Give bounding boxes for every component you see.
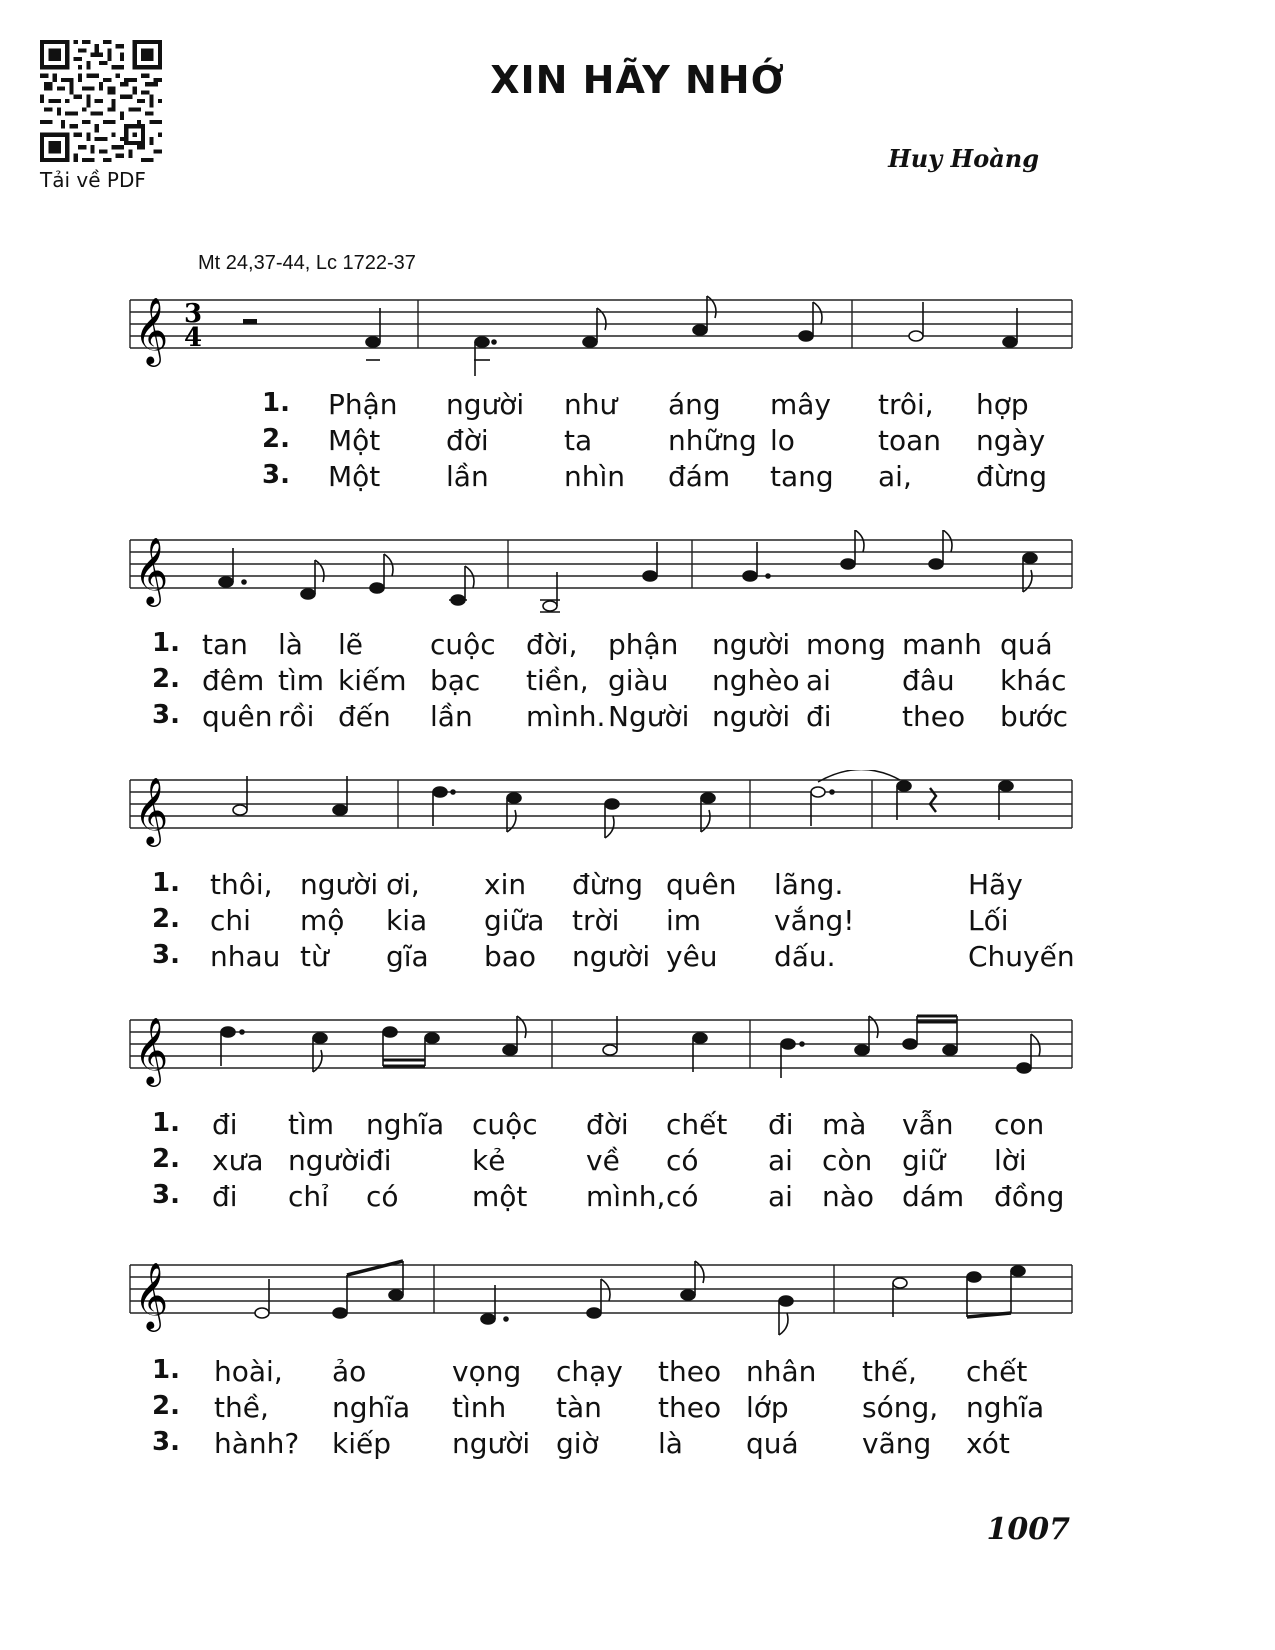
- lyric-syllable: xót: [966, 1427, 1010, 1460]
- lyric-syllable: manh: [902, 628, 982, 661]
- lyric-syllable: tang: [770, 460, 834, 493]
- lyric-syllable: cuộc: [430, 628, 496, 661]
- scripture-reference: Mt 24,37-44, Lc 1722-37: [198, 252, 416, 274]
- lyric-syllable: mình,: [586, 1180, 666, 1213]
- lyric-syllable: lần: [430, 700, 473, 733]
- verse-number: 1.: [152, 1108, 180, 1138]
- lyric-syllable: đi: [806, 700, 832, 733]
- lyric-line-verse-3: [0, 460, 1275, 496]
- lyric-syllable: trôi,: [878, 388, 934, 421]
- lyric-syllable: ngày: [976, 424, 1046, 457]
- verse-number: 3.: [152, 940, 180, 970]
- lyric-syllable: giờ: [556, 1427, 599, 1460]
- lyric-syllable: đi: [768, 1108, 794, 1141]
- music-system-5: [0, 1255, 1275, 1475]
- staff-2: [0, 530, 1275, 630]
- lyric-syllable: là: [658, 1427, 683, 1460]
- staff-4: [0, 1010, 1275, 1110]
- verse-number: 2.: [152, 1144, 180, 1174]
- lyric-syllable: vọng: [452, 1355, 522, 1388]
- lyric-syllable: hoài,: [214, 1355, 283, 1388]
- lyric-syllable: người: [572, 940, 651, 973]
- page-number: 1007: [986, 1512, 1070, 1547]
- lyric-syllable: bạc: [430, 664, 481, 697]
- lyric-syllable: Lối: [968, 904, 1009, 937]
- lyric-syllable: còn: [822, 1144, 873, 1177]
- lyric-syllable: thề,: [214, 1391, 269, 1424]
- lyric-syllable: lẽ: [338, 628, 364, 661]
- lyric-line-verse-3: [0, 1180, 1275, 1216]
- lyric-syllable: chết: [966, 1355, 1028, 1388]
- lyric-syllable: mộ: [300, 904, 345, 937]
- lyric-syllable: thôi,: [210, 868, 273, 901]
- lyric-syllable: ai,: [878, 460, 912, 493]
- lyric-syllable: phận: [608, 628, 679, 661]
- lyric-syllable: có: [666, 1144, 699, 1177]
- lyric-line-verse-1: [0, 388, 1275, 424]
- lyric-syllable: con: [994, 1108, 1045, 1141]
- lyric-syllable: đừng: [572, 868, 644, 901]
- lyric-syllable: lãng.: [774, 868, 844, 901]
- lyric-syllable: có: [366, 1180, 399, 1213]
- lyric-syllable: tàn: [556, 1391, 602, 1424]
- lyric-line-verse-2: [0, 1144, 1275, 1180]
- lyric-syllable: đồng: [994, 1180, 1065, 1213]
- lyric-line-verse-1: [0, 1355, 1275, 1391]
- lyric-syllable: Người: [608, 700, 690, 733]
- lyric-syllable: theo: [902, 700, 966, 733]
- lyric-syllable: ơi,: [386, 868, 420, 901]
- lyric-syllable: cuộc: [472, 1108, 538, 1141]
- lyric-syllable: lần: [446, 460, 489, 493]
- lyric-syllable: người: [446, 388, 525, 421]
- lyric-line-verse-3: [0, 1427, 1275, 1463]
- lyric-syllable: nghĩa: [966, 1391, 1045, 1424]
- song-title: XIN HÃY NHỚ: [490, 58, 785, 102]
- lyric-syllable: người: [288, 1144, 367, 1177]
- lyrics-system-1: [0, 388, 1275, 508]
- lyric-syllable: kẻ: [472, 1144, 506, 1177]
- lyric-syllable: đời: [446, 424, 489, 457]
- lyric-syllable: người: [712, 700, 791, 733]
- lyric-syllable: vãng: [862, 1427, 932, 1460]
- lyric-syllable: tan: [202, 628, 248, 661]
- treble-clef: 𝄞: [134, 776, 169, 844]
- half-rest: [243, 319, 257, 324]
- lyric-syllable: nghèo: [712, 664, 800, 697]
- lyric-syllable: đời: [586, 1108, 629, 1141]
- lyrics-system-2: [0, 628, 1275, 748]
- music-system-1: [0, 290, 1275, 510]
- lyric-syllable: gĩa: [386, 940, 429, 973]
- lyric-syllable: về: [586, 1144, 620, 1177]
- lyric-syllable: tìm: [278, 664, 325, 697]
- staff-1: [0, 290, 1275, 390]
- lyric-syllable: quên: [666, 868, 737, 901]
- lyric-syllable: quá: [1000, 628, 1053, 661]
- lyric-syllable: chỉ: [288, 1180, 329, 1213]
- lyric-syllable: ai: [768, 1144, 793, 1177]
- time-signature-bottom: 4: [184, 323, 203, 353]
- lyric-syllable: nhau: [210, 940, 281, 973]
- treble-clef: 𝄞: [134, 536, 169, 604]
- lyric-syllable: theo: [658, 1391, 722, 1424]
- lyric-syllable: yêu: [666, 940, 718, 973]
- lyric-syllable: toan: [878, 424, 942, 457]
- lyric-syllable: đến: [338, 700, 391, 733]
- lyric-syllable: kiếp: [332, 1427, 391, 1460]
- lyric-syllable: nào: [822, 1180, 875, 1213]
- verse-number: 3.: [152, 1180, 180, 1210]
- lyric-syllable: có: [666, 1180, 699, 1213]
- lyric-syllable: người: [300, 868, 379, 901]
- lyric-syllable: mong: [806, 628, 886, 661]
- lyric-line-verse-1: [0, 628, 1275, 664]
- lyrics-system-3: [0, 868, 1275, 988]
- treble-clef: 𝄞: [134, 296, 169, 364]
- lyric-syllable: hành?: [214, 1427, 300, 1460]
- lyric-syllable: đâu: [902, 664, 955, 697]
- lyric-line-verse-1: [0, 868, 1275, 904]
- time-signature-top: 3: [184, 299, 203, 329]
- music-system-2: [0, 530, 1275, 750]
- lyric-syllable: áng: [668, 388, 721, 421]
- lyric-syllable: đi: [212, 1180, 238, 1213]
- staff-3: [0, 770, 1275, 870]
- lyric-syllable: Chuyến: [968, 940, 1075, 973]
- lyric-syllable: lời: [994, 1144, 1027, 1177]
- lyric-syllable: kia: [386, 904, 428, 937]
- lyric-syllable: xin: [484, 868, 527, 901]
- verse-number: 2.: [152, 904, 180, 934]
- verse-number: 1.: [152, 868, 180, 898]
- lyric-syllable: giữa: [484, 904, 545, 937]
- music-system-3: [0, 770, 1275, 990]
- lyric-line-verse-1: [0, 1108, 1275, 1144]
- lyric-syllable: lớp: [746, 1391, 789, 1424]
- lyric-syllable: đừng: [976, 460, 1048, 493]
- lyric-syllable: mà: [822, 1108, 867, 1141]
- lyric-syllable: như: [564, 388, 618, 421]
- lyric-syllable: mình.: [526, 700, 606, 733]
- lyric-syllable: chi: [210, 904, 251, 937]
- lyric-syllable: thế,: [862, 1355, 917, 1388]
- verse-number: 2.: [152, 1391, 180, 1421]
- lyric-syllable: hợp: [976, 388, 1029, 421]
- lyric-syllable: Phận: [328, 388, 398, 421]
- lyric-syllable: giữ: [902, 1144, 946, 1177]
- lyric-syllable: là: [278, 628, 303, 661]
- lyric-syllable: trời: [572, 904, 620, 937]
- lyric-syllable: những: [668, 424, 757, 457]
- lyric-syllable: quên: [202, 700, 273, 733]
- verse-number: 1.: [152, 628, 180, 658]
- lyric-syllable: vắng!: [774, 904, 855, 937]
- lyric-syllable: từ: [300, 940, 329, 973]
- lyric-line-verse-2: [0, 664, 1275, 700]
- staff-5: [0, 1255, 1275, 1355]
- verse-number: 3.: [152, 700, 180, 730]
- verse-number: 2.: [152, 664, 180, 694]
- lyric-syllable: đi: [366, 1144, 392, 1177]
- lyric-syllable: giàu: [608, 664, 669, 697]
- lyric-syllable: đêm: [202, 664, 265, 697]
- verse-number: 1.: [262, 388, 290, 418]
- lyric-syllable: tình: [452, 1391, 507, 1424]
- lyric-syllable: ai: [768, 1180, 793, 1213]
- verse-number: 3.: [152, 1427, 180, 1457]
- lyric-syllable: nhìn: [564, 460, 626, 493]
- lyric-syllable: dám: [902, 1180, 965, 1213]
- lyric-syllable: Hãy: [968, 868, 1023, 901]
- lyric-syllable: dấu.: [774, 940, 836, 973]
- lyric-line-verse-2: [0, 904, 1275, 940]
- lyric-line-verse-3: [0, 700, 1275, 736]
- lyric-syllable: nhân: [746, 1355, 817, 1388]
- lyric-syllable: nghĩa: [332, 1391, 411, 1424]
- lyric-syllable: đám: [668, 460, 731, 493]
- lyric-syllable: ảo: [332, 1355, 367, 1388]
- qr-download-label[interactable]: Tải về PDF: [40, 168, 146, 192]
- lyric-syllable: theo: [658, 1355, 722, 1388]
- lyrics-system-4: [0, 1108, 1275, 1228]
- lyric-syllable: đi: [212, 1108, 238, 1141]
- lyric-syllable: sóng,: [862, 1391, 939, 1424]
- lyric-syllable: rồi: [278, 700, 315, 733]
- lyric-syllable: chạy: [556, 1355, 623, 1388]
- treble-clef: 𝄞: [134, 1016, 169, 1084]
- lyric-syllable: tìm: [288, 1108, 335, 1141]
- lyric-syllable: bao: [484, 940, 537, 973]
- lyric-syllable: bước: [1000, 700, 1069, 733]
- verse-number: 3.: [262, 460, 290, 490]
- lyric-syllable: vẫn: [902, 1108, 954, 1141]
- lyric-syllable: người: [452, 1427, 531, 1460]
- music-system-4: [0, 1010, 1275, 1230]
- lyric-line-verse-3: [0, 940, 1275, 976]
- lyric-syllable: một: [472, 1180, 528, 1213]
- lyric-syllable: lo: [770, 424, 795, 457]
- lyric-syllable: ai: [806, 664, 831, 697]
- lyric-syllable: nghĩa: [366, 1108, 445, 1141]
- lyric-line-verse-2: [0, 1391, 1275, 1427]
- lyric-syllable: im: [666, 904, 702, 937]
- lyric-syllable: khác: [1000, 664, 1067, 697]
- lyric-syllable: ta: [564, 424, 593, 457]
- lyric-syllable: tiền,: [526, 664, 589, 697]
- lyric-syllable: Một: [328, 424, 381, 457]
- composer-name: Huy Hoàng: [888, 144, 1039, 173]
- lyric-syllable: mây: [770, 388, 832, 421]
- lyric-syllable: đời,: [526, 628, 578, 661]
- lyric-syllable: Một: [328, 460, 381, 493]
- lyric-syllable: chết: [666, 1108, 728, 1141]
- verse-number: 2.: [262, 424, 290, 454]
- verse-number: 1.: [152, 1355, 180, 1385]
- lyric-syllable: người: [712, 628, 791, 661]
- lyric-syllable: kiếm: [338, 664, 407, 697]
- lyrics-system-5: [0, 1355, 1275, 1475]
- lyric-syllable: quá: [746, 1427, 799, 1460]
- lyric-syllable: xưa: [212, 1144, 264, 1177]
- treble-clef: 𝄞: [134, 1261, 169, 1329]
- lyric-line-verse-2: [0, 424, 1275, 460]
